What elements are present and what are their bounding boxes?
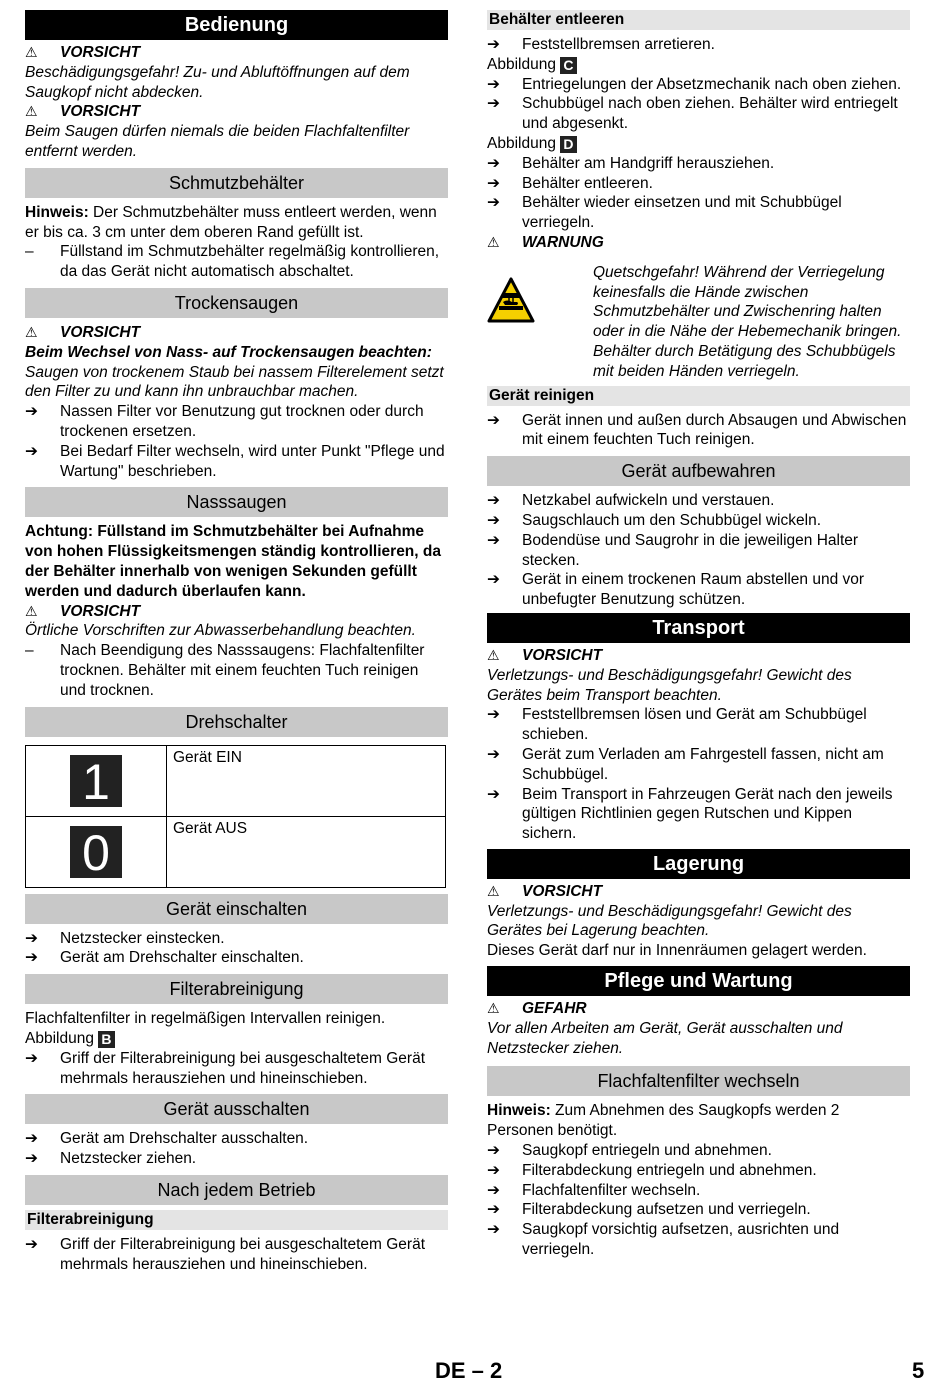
warning-label: VORSICHT <box>60 323 141 341</box>
paragraph: Dieses Gerät darf nur in Innenräumen gelagert werden. <box>487 942 867 960</box>
dash-text: Nach Beendigung des Nasssaugens: Flachfaltenfilter trocknen. Behälter mit einem feuchten Tuch reinigen und trocknen. <box>60 642 425 699</box>
bullet-item <box>25 948 448 968</box>
warning-bold-text: Beim Wechsel von Nass- auf Trockensaugen beachten: <box>25 343 432 361</box>
warning-text: Örtliche Vorschriften zur Abwasserbehandlung beachten. <box>25 622 416 640</box>
switch-table <box>25 745 446 888</box>
hint-paragraph <box>487 1101 910 1141</box>
bullet-text: Netzkabel aufwickeln und verstauen. <box>522 492 775 510</box>
bullet-item <box>25 929 448 949</box>
warning-icon: ⚠ <box>25 602 38 619</box>
bullet-item <box>487 193 910 233</box>
warning-icon: ⚠ <box>25 44 38 60</box>
section-title-bedienung: Bedienung <box>25 10 448 40</box>
hint-text: Der Schmutzbehälter muss entleert werden, wenn er bis ca. 3 cm unter dem oberen Rand gefüllt ist. <box>25 203 437 241</box>
bullet-text: Griff der Filterabreinigung bei ausgeschaltetem Gerät mehrmals herausziehen und hineinschieben. <box>60 1049 426 1087</box>
subsection-title-geraet-reinigen: Gerät reinigen <box>487 386 910 406</box>
figure-label: Abbildung <box>487 134 556 152</box>
warning-label: VORSICHT <box>522 646 603 664</box>
warning-icon: ⚠ <box>487 1000 500 1017</box>
bullet-text: Behälter am Handgriff herausziehen. <box>522 154 775 172</box>
bullet-text: Saugkopf vorsichtig aufsetzen, ausrichten und verriegeln. <box>522 1221 840 1259</box>
bullet-text: Gerät zum Verladen am Fahrgestell fassen, nicht am Schubbügel. <box>522 745 884 783</box>
arrow-icon: ➔ <box>487 1161 500 1179</box>
bullet-item <box>25 442 448 482</box>
bullet-text: Gerät am Drehschalter ausschalten. <box>60 1130 309 1148</box>
bullet-text: Bodendüse und Saugrohr in die jeweiligen Halter stecken. <box>522 531 859 569</box>
warning-line <box>25 602 448 622</box>
bullet-item <box>487 75 910 95</box>
warning-line <box>25 43 448 63</box>
subsection-title-behaelter-entleeren: Behälter entleeren <box>487 10 910 30</box>
warning-text: Vor allen Arbeiten am Gerät, Gerät ausschalten und Netzstecker ziehen. <box>487 1019 843 1057</box>
arrow-icon: ➔ <box>487 706 500 724</box>
dash-item <box>25 641 448 700</box>
bullet-item <box>487 705 910 745</box>
bullet-item <box>487 411 910 451</box>
arrow-icon: ➔ <box>487 1142 500 1160</box>
warning-icon: ⚠ <box>487 646 500 663</box>
subsection-title-filterabreinigung: Filterabreinigung <box>25 1210 448 1230</box>
figure-label: Abbildung <box>487 55 556 73</box>
hint-label: Hinweis: <box>25 203 89 221</box>
hazard-block <box>487 263 910 382</box>
arrow-icon: ➔ <box>487 174 500 192</box>
bullet-item <box>25 402 448 442</box>
hand-crush-hazard-icon <box>487 263 593 382</box>
warning-line <box>487 999 910 1019</box>
bullet-text: Gerät am Drehschalter einschalten. <box>60 949 304 967</box>
bullet-text: Gerät innen und außen durch Absaugen und Abwischen mit einem feuchten Tuch reinigen. <box>522 411 907 449</box>
bullet-text: Schubbügel nach oben ziehen. Behälter wird entriegelt und abgesenkt. <box>522 95 898 133</box>
warning-text: Beschädigungsgefahr! Zu- und Abluftöffnungen auf dem Saugkopf nicht abdecken. <box>25 63 410 101</box>
section-title-flachfaltenfilter-wechseln: Flachfaltenfilter wechseln <box>487 1066 910 1096</box>
arrow-icon: ➔ <box>25 1049 38 1067</box>
arrow-icon: ➔ <box>487 75 500 93</box>
arrow-icon: ➔ <box>487 411 500 429</box>
dash-icon: – <box>25 642 34 660</box>
hint-label: Hinweis: <box>487 1102 551 1120</box>
warning-text: Verletzungs- und Beschädigungsgefahr! Gewicht des Gerätes beim Transport beachten. <box>487 666 852 704</box>
right-column <box>487 10 910 1260</box>
arrow-icon: ➔ <box>487 194 500 212</box>
hint-paragraph <box>25 203 448 243</box>
bullet-item <box>487 1161 910 1181</box>
page-number: 5 <box>912 1358 925 1383</box>
warning-label: VORSICHT <box>60 44 141 61</box>
bullet-item <box>487 174 910 194</box>
bullet-text: Beim Transport in Fahrzeugen Gerät nach den jeweils gültigen Richtlinien gegen Rutschen und Kippen sichern. <box>522 785 893 843</box>
warning-line <box>487 882 910 902</box>
switch-on-symbol: 1 <box>70 755 122 807</box>
figure-reference <box>487 55 910 75</box>
arrow-icon: ➔ <box>487 36 500 53</box>
bullet-item <box>487 511 910 531</box>
bullet-item <box>487 1200 910 1220</box>
bullet-item <box>487 785 910 844</box>
bullet-item <box>487 1220 910 1260</box>
arrow-icon: ➔ <box>25 442 38 460</box>
bullet-text: Saugkopf entriegeln und abnehmen. <box>522 1142 772 1160</box>
bullet-text: Filterabdeckung aufsetzen und verriegeln. <box>522 1201 811 1219</box>
section-title-transport: Transport <box>487 613 910 643</box>
hint-text: Zum Abnehmen des Saugkopfs werden 2 Personen benötigt. <box>487 1102 840 1140</box>
bullet-text: Filterabdeckung entriegeln und abnehmen. <box>522 1161 817 1179</box>
arrow-icon: ➔ <box>487 785 500 803</box>
bullet-item <box>487 35 910 55</box>
bullet-item <box>487 94 910 134</box>
dash-item <box>25 242 448 282</box>
switch-symbol-cell <box>26 816 167 887</box>
arrow-icon: ➔ <box>487 492 500 510</box>
arrow-icon: ➔ <box>487 1221 500 1239</box>
arrow-icon: ➔ <box>487 531 500 549</box>
switch-text-cell: Gerät AUS <box>167 816 446 887</box>
page-label: DE – 2 <box>435 1358 503 1383</box>
bullet-item <box>25 1235 448 1275</box>
bullet-item <box>487 745 910 785</box>
arrow-icon: ➔ <box>25 1150 38 1168</box>
bullet-text: Bei Bedarf Filter wechseln, wird unter Punkt "Pflege und Wartung" beschrieben. <box>60 442 445 480</box>
warning-text: Beim Saugen dürfen niemals die beiden Flachfaltenfilter entfernt werden. <box>25 123 410 160</box>
warning-line <box>25 323 448 343</box>
warning-icon: ⚠ <box>487 882 500 899</box>
attention-text: Achtung: Füllstand im Schmutzbehälter bei Aufnahme von hohen Flüssigkeitsmengen ständig kontrollieren, da der Behälter innerhalb von wenigen Sekunden gefüllt werden und dadurch überlaufen kann. <box>25 523 441 600</box>
section-title-nach-jedem-betrieb: Nach jedem Betrieb <box>25 1175 448 1205</box>
bullet-text: Entriegelungen der Absetzmechanik nach oben ziehen. <box>522 75 902 93</box>
section-title-schmutzbehaelter: Schmutzbehälter <box>25 168 448 198</box>
warning-label: VORSICHT <box>60 103 141 121</box>
hazard-text: Quetschgefahr! Während der Verriegelung keinesfalls die Hände zwischen Schmutzbehälter und Zwischenring halten oder in die Nähe der Hebemechanik bringen. Behälter durch Betätigung des Schubbügels mit beiden Händen verriegeln. <box>593 263 902 380</box>
section-title-geraet-aufbewahren: Gerät aufbewahren <box>487 456 910 486</box>
warning-line <box>25 102 448 122</box>
section-title-trockensaugen: Trockensaugen <box>25 288 448 318</box>
section-title-nasssaugen: Nasssaugen <box>25 487 448 517</box>
bullet-item <box>487 1181 910 1201</box>
arrow-icon: ➔ <box>487 154 500 172</box>
bullet-text: Behälter wieder einsetzen und mit Schubbügel verriegeln. <box>522 194 842 232</box>
section-title-lagerung: Lagerung <box>487 849 910 879</box>
arrow-icon: ➔ <box>25 949 38 967</box>
left-column <box>25 10 448 1274</box>
arrow-icon: ➔ <box>487 95 500 113</box>
figure-reference <box>25 1029 448 1049</box>
bullet-text: Saugschlauch um den Schubbügel wickeln. <box>522 511 821 529</box>
warning-text: Saugen von trockenem Staub bei nassem Filterelement setzt den Filter zu und kann ihn unbrauchbar machen. <box>25 363 444 401</box>
arrow-icon: ➔ <box>25 403 38 421</box>
arrow-icon: ➔ <box>487 1201 500 1219</box>
warning-label: VORSICHT <box>522 882 603 900</box>
arrow-icon: ➔ <box>25 1130 38 1148</box>
figure-label: Abbildung <box>25 1029 94 1047</box>
bullet-text: Behälter entleeren. <box>522 174 653 192</box>
bullet-text: Gerät in einem trockenen Raum abstellen und vor unbefugter Benutzung schützen. <box>522 571 865 609</box>
warning-icon: ⚠ <box>25 103 38 120</box>
section-title-drehschalter: Drehschalter <box>25 707 448 737</box>
table-row <box>26 816 446 887</box>
bullet-text: Netzstecker einstecken. <box>60 929 225 947</box>
warning-icon: ⚠ <box>487 233 500 250</box>
bullet-item <box>487 570 910 610</box>
figure-letter-icon: D <box>560 136 577 153</box>
figure-letter-icon: B <box>98 1031 115 1048</box>
section-title-geraet-einschalten: Gerät einschalten <box>25 894 448 924</box>
switch-text-cell: Gerät EIN <box>167 745 446 816</box>
bullet-item <box>25 1129 448 1149</box>
arrow-icon: ➔ <box>25 1235 38 1253</box>
warning-label: VORSICHT <box>60 602 141 620</box>
section-title-geraet-ausschalten: Gerät ausschalten <box>25 1094 448 1124</box>
bullet-item <box>487 1141 910 1161</box>
bullet-text: Flachfaltenfilter wechseln. <box>522 1181 701 1199</box>
warning-icon: ⚠ <box>25 323 38 340</box>
dash-text: Füllstand im Schmutzbehälter regelmäßig kontrollieren, da das Gerät nicht automatisch abschaltet. <box>60 243 440 281</box>
table-row <box>26 745 446 816</box>
warning-line <box>487 233 910 253</box>
bullet-item <box>25 1149 448 1169</box>
paragraph: Flachfaltenfilter in regelmäßigen Intervallen reinigen. <box>25 1010 386 1028</box>
switch-symbol-cell <box>26 745 167 816</box>
warning-label: GEFAHR <box>522 1000 587 1018</box>
bullet-text: Feststellbremsen arretieren. <box>522 36 715 53</box>
figure-reference <box>487 134 910 154</box>
bullet-item <box>25 1049 448 1089</box>
bullet-text: Nassen Filter vor Benutzung gut trocknen oder durch trockenen ersetzen. <box>60 403 424 440</box>
warning-text: Verletzungs- und Beschädigungsgefahr! Gewicht des Gerätes bei Lagerung beachten. <box>487 902 852 940</box>
arrow-icon: ➔ <box>487 571 500 589</box>
arrow-icon: ➔ <box>25 929 38 947</box>
bullet-text: Feststellbremsen lösen und Gerät am Schubbügel schieben. <box>522 706 867 744</box>
arrow-icon: ➔ <box>487 1181 500 1199</box>
bullet-item <box>487 154 910 174</box>
arrow-icon: ➔ <box>487 745 500 763</box>
bullet-item <box>487 531 910 571</box>
bullet-item <box>487 491 910 511</box>
section-title-pflege-und-wartung: Pflege und Wartung <box>487 966 910 996</box>
dash-icon: – <box>25 243 34 261</box>
bullet-text: Griff der Filterabreinigung bei ausgeschaltetem Gerät mehrmals herausziehen und hineinschieben. <box>60 1235 426 1273</box>
bullet-text: Netzstecker ziehen. <box>60 1150 197 1168</box>
switch-off-symbol: 0 <box>70 826 122 878</box>
warning-line <box>487 646 910 666</box>
arrow-icon: ➔ <box>487 511 500 529</box>
warning-label: WARNUNG <box>522 233 604 251</box>
figure-letter-icon: C <box>560 57 577 74</box>
section-title-filterabreinigung: Filterabreinigung <box>25 974 448 1004</box>
